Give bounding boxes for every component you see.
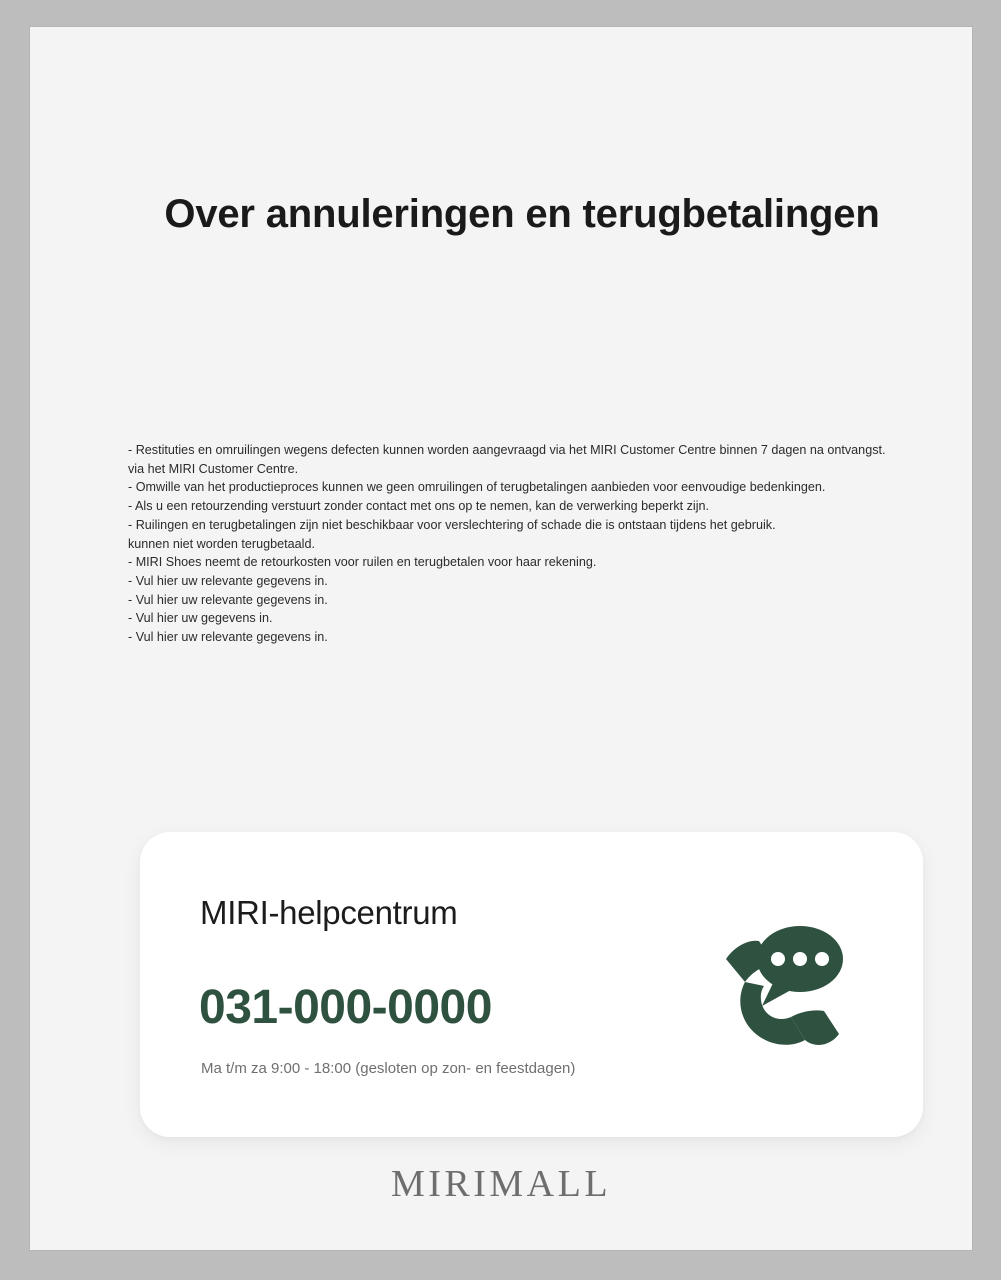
help-center-hours: Ma t/m za 9:00 - 18:00 (gesloten op zon- en feestdagen) (201, 1060, 576, 1077)
help-center-card (140, 832, 923, 1137)
policy-line: - Als u een retourzending verstuurt zonder contact met ons op te nemen, kan de verwerking beperkt zijn. (128, 499, 710, 514)
help-center-phone-number[interactable]: 031-000-0000 (199, 981, 492, 1034)
help-center-title: MIRI-helpcentrum (200, 894, 458, 931)
policy-line: - Vul hier uw relevante gegevens in. (128, 573, 328, 588)
phone-chat-icon (712, 920, 848, 1052)
policy-line: kunnen niet worden terugbetaald. (128, 536, 315, 551)
document-page (30, 27, 972, 1250)
policy-line: - Vul hier uw relevante gegevens in. (128, 630, 328, 645)
policy-line: - Ruilingen en terugbetalingen zijn niet beschikbaar voor verslechtering of schade die is ontstaan tijdens het gebruik. (128, 517, 776, 532)
policy-line: - Vul hier uw gegevens in. (128, 611, 273, 626)
policy-line: - Restituties en omruilingen wegens defecten kunnen worden aangevraagd via het MIRI Customer Centre binnen 7 dagen na ontvangst. (128, 443, 886, 457)
policy-line: via het MIRI Customer Centre. (128, 461, 299, 476)
page-title: Over annuleringen en terugbetalingen (164, 191, 880, 236)
policy-text-block (128, 441, 918, 647)
brand-logo: MIRIMALL (390, 1163, 612, 1205)
policy-line: - Omwille van het productieproces kunnen we geen omruilingen of terugbetalingen aanbieden voor eenvoudige bedenkingen. (128, 480, 826, 495)
policy-line: - MIRI Shoes neemt de retourkosten voor ruilen en terugbetalen voor haar rekening. (128, 555, 597, 570)
policy-line: - Vul hier uw relevante gegevens in. (128, 592, 328, 607)
